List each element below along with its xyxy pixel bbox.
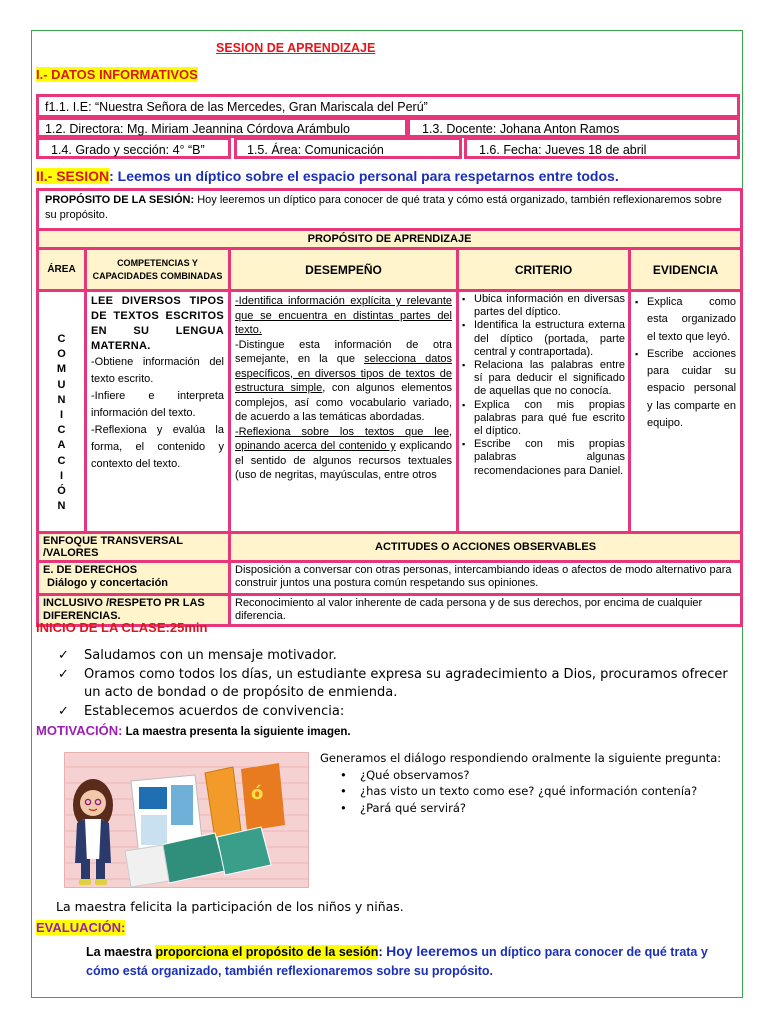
datos-ie: f1.1. I.E: “Nuestra Señora de las Mercedes, Gran Mariscala del Perú”: [36, 94, 740, 118]
enfoque-derechos-text: Disposición a conversar con otras personas, intercambiando ideas o afectos de modo alternativo para construir juntos una postura común respetando sus opiniones.: [230, 562, 742, 595]
enfoque-inclusivo: INCLUSIVO /RESPETO PR LAS DIFERENCIAS.: [38, 595, 230, 626]
enfoque-derechos: [38, 562, 230, 595]
header-desempeno: DESEMPEÑO: [230, 249, 458, 291]
proposito-sesion-label: PROPÓSITO DE LA SESIÓN:: [45, 194, 195, 206]
section-sesion-text: Leemos un díptico sobre el espacio personal para respetarnos entre todos.: [113, 168, 619, 184]
criterio-item: ▪ Ubica información en diversas partes del díptico.: [462, 293, 625, 319]
header-area: ÁREA: [38, 249, 86, 291]
criterio-item: ▪ Escribe con mis propias palabras algunas recomendaciones para Daniel.: [462, 438, 625, 478]
check-item: [58, 666, 738, 703]
motivacion-line: [36, 723, 351, 738]
area-letter: U: [57, 378, 66, 391]
capacidad-item: -Infiere e interpreta información del texto.: [91, 390, 224, 419]
desempeno-3b: explicando el sentido de algunos recursos textuales (uso de negritas, mayúsculas, entre otros: [235, 440, 452, 481]
teacher-avatar: [73, 779, 113, 885]
header-evidencia: EVIDENCIA: [630, 249, 742, 291]
checkmark-icon: ✓: [58, 648, 69, 663]
area-letter: N: [57, 500, 66, 513]
evidencia-cell: [630, 291, 742, 533]
evaluacion-part-4: Hoy leeremos: [386, 943, 478, 959]
criterio-item: ▪ Identifica la estructura externa del díptico (portada, parte central y contraportada).: [462, 319, 625, 359]
evaluacion-label: EVALUACIÓN:: [36, 920, 126, 935]
header-competencias: COMPETENCIAS Y CAPACIDADES COMBINADAS: [86, 249, 230, 291]
datos-directora: 1.2. Directora: Mg. Miriam Jeannina Córdova Arámbulo: [36, 117, 408, 138]
section-datos-label: I.- DATOS INFORMATIVOS: [36, 67, 198, 82]
section-datos-title: [36, 67, 198, 82]
capacidad-item: -Reflexiona y evalúa la forma, el contenido y contexto del texto.: [91, 424, 224, 470]
datos-grado: 1.4. Grado y sección: 4° “B”: [36, 137, 231, 159]
felicita-text: La maestra felicita la participación de los niños y niñas.: [56, 899, 404, 914]
section-sesion-colon: :: [109, 168, 114, 184]
check-item-text: Establecemos acuerdos de convivencia:: [84, 703, 345, 719]
dialog-block: [320, 750, 740, 816]
capacidad-item: -Obtiene información del texto escrito.: [91, 356, 224, 385]
dialog-question: • ¿has visto un texto como ese? ¿qué información contenía?: [340, 783, 740, 800]
datos-fecha: 1.6. Fecha: Jueves 18 de abril: [464, 137, 740, 159]
area-letter: C: [57, 424, 66, 437]
checkmark-icon: ✓: [58, 666, 69, 682]
dialog-intro: Generamos el diálogo respondiendo oralmente la siguiente pregunta:: [320, 751, 722, 765]
svg-text:ó: ó: [251, 783, 264, 804]
area-letter: C: [57, 454, 66, 467]
checkmark-icon: ✓: [58, 703, 69, 719]
evaluacion-part-2: proporciona el propósito de la sesión: [155, 945, 379, 959]
desempeno-1: -Identifica información explícita y relevante que se encuentra en distintas partes del texto.: [235, 295, 452, 336]
document-title: SESION DE APRENDIZAJE: [216, 41, 376, 55]
diptych-illustration: [65, 753, 309, 888]
check-item: [58, 647, 738, 666]
section-sesion-label: II.- SESION: [36, 168, 110, 184]
desempeno-2b: selecciona datos específicos, en diversos tipos de textos de estructura simple: [235, 353, 452, 394]
evidencia-item: ▪ Escribe acciones para cuidar su espacio personal y las comparte en equipo.: [635, 346, 736, 432]
section-sesion-title: [36, 168, 619, 184]
evaluacion-part-3: :: [378, 945, 387, 959]
check-item-text: Oramos como todos los días, un estudiante expresa su agradecimiento a Dios, procuramos ofrecer un acto de bondad o de propósito de enmienda.: [84, 666, 728, 700]
area-letter: I: [59, 469, 64, 482]
evaluacion-part-5: un díptico para conocer de qué trata y cómo está organizado, también reflexionaremos sobre su propósito.: [86, 945, 708, 978]
desempeno-2a: -Distingue esta información de otra semejante, en la que: [235, 338, 452, 365]
datos-docente: 1.3. Docente: Johana Anton Ramos: [407, 117, 740, 138]
enfoque-header: ENFOQUE TRANSVERSAL /VALORES: [38, 533, 230, 562]
competencias-cell: [86, 291, 230, 533]
area-letter: A: [57, 439, 66, 452]
proposito-sesion: [38, 190, 742, 230]
inicio-checklist: [58, 647, 738, 721]
check-item-text: Saludamos con un mensaje motivador.: [84, 648, 337, 663]
proposito-aprendizaje-header: PROPÓSITO DE APRENDIZAJE: [38, 230, 742, 249]
enfoque-derechos-value: Diálogo y concertación: [47, 577, 169, 589]
brochure-stack: [125, 763, 285, 887]
learning-table: [36, 188, 743, 627]
area-comunicacion: [38, 291, 86, 533]
evaluacion-text: [86, 942, 740, 981]
desempeno-2: [235, 338, 452, 425]
desempeno-cell: [230, 291, 458, 533]
check-item: [58, 703, 738, 722]
criterio-item: ▪ Explica con mis propias palabras para qué fue escrito el díptico.: [462, 399, 625, 439]
motivacion-text: La maestra presenta la siguiente imagen.: [122, 726, 351, 738]
proposito-sesion-text: Hoy leeremos un díptico para conocer de qué trata y cómo está organizado, también reflexionaremos sobre su propósito.: [45, 194, 722, 221]
area-letter: M: [56, 363, 67, 376]
area-letter: Ó: [57, 485, 66, 498]
header-criterio: CRITERIO: [458, 249, 630, 291]
area-letter: I: [59, 409, 64, 422]
criterio-cell: [458, 291, 630, 533]
dialog-question: • ¿Pará qué servirá?: [340, 800, 740, 817]
dialog-question: • ¿Qué observamos?: [340, 767, 740, 784]
enfoque-derechos-label: E. DE DERECHOS: [43, 564, 138, 576]
area-letter: O: [57, 348, 66, 361]
motivacion-label: MOTIVACIÓN:: [36, 723, 123, 738]
area-letter: C: [57, 333, 66, 345]
competencia-title: LEE DIVERSOS TIPOS DE TEXTOS ESCRITOS EN SU LENGUA MATERNA.: [91, 295, 224, 352]
motivation-image: [64, 752, 309, 888]
criterio-item: ▪ Relaciona las palabras entre sí para deducir el significado de aquellas que no conocía.: [462, 359, 625, 399]
actitudes-header: ACTITUDES O ACCIONES OBSERVABLES: [230, 533, 742, 562]
datos-area: 1.5. Área: Comunicación: [234, 137, 462, 159]
evaluacion-part-1: La maestra: [86, 945, 156, 959]
enfoque-inclusivo-text: Reconocimiento al valor inherente de cada persona y de sus derechos, por encima de cualquier diferencia.: [230, 595, 742, 626]
area-letter: N: [57, 393, 66, 406]
desempeno-2c: , con algunos elementos complejos, así como vocabulario variado, de acuerdo a las temáticas abordadas.: [235, 382, 452, 423]
desempeno-3: [235, 425, 452, 483]
desempeno-3a: -Reflexiona sobre los textos que lee, opinando acerca del contenido y: [235, 425, 452, 452]
evaluacion-title: [36, 920, 125, 935]
inicio-title: INICIO DE LA CLASE:25min: [36, 620, 208, 635]
evidencia-item: ▪ Explica como esta organizado el texto que leyó.: [635, 294, 736, 346]
